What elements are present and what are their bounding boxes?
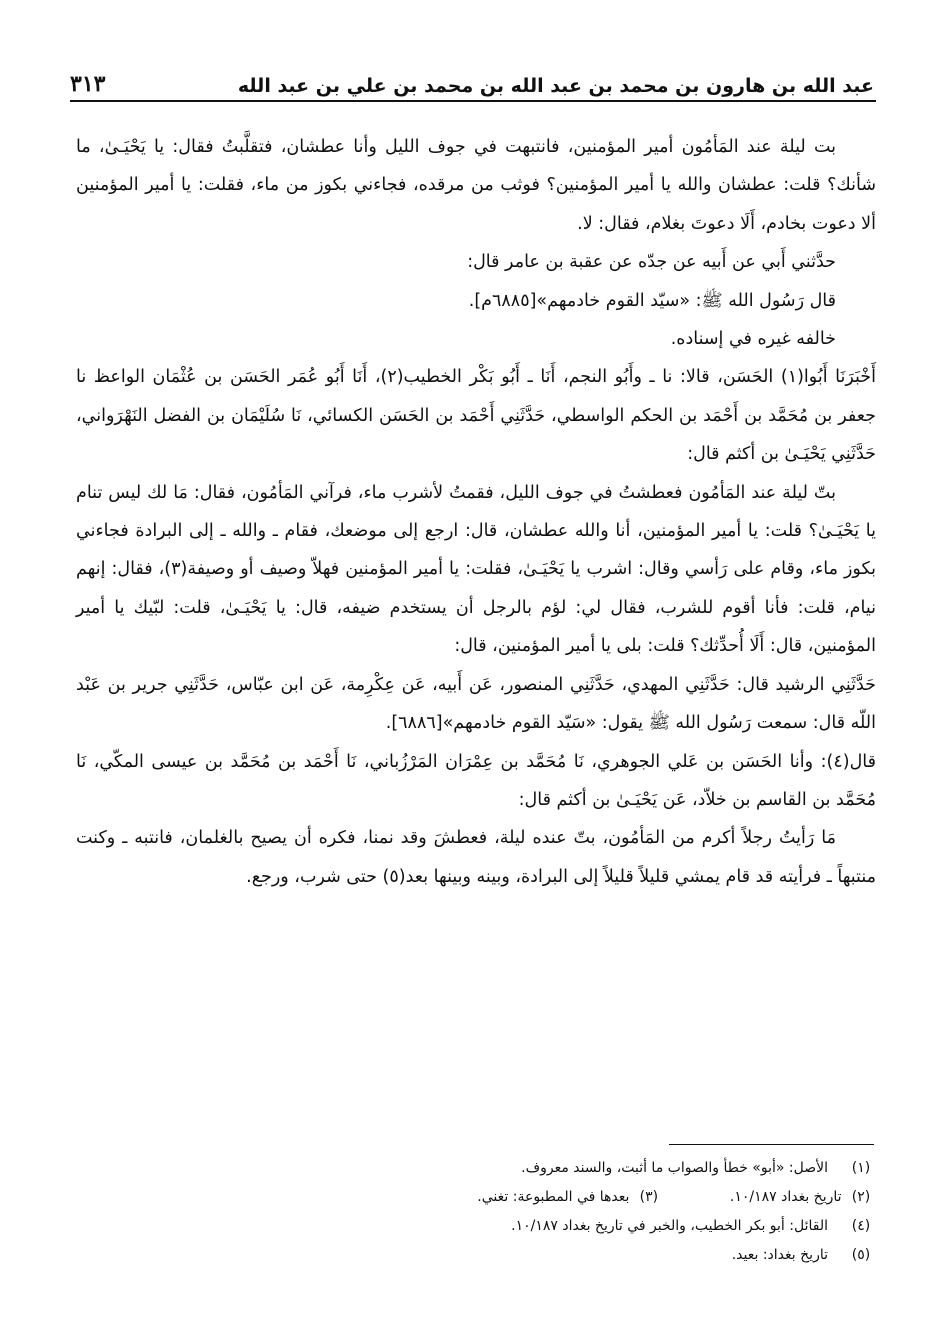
footnote-3 <box>477 1183 664 1212</box>
footnote-2 <box>730 1183 876 1212</box>
paragraph-3: قال رَسُول الله ﷺ: «سيّد القوم خادمهم»[٦٨٨٥م]. <box>468 290 836 311</box>
footnote-5 <box>76 1241 876 1270</box>
footnote-1 <box>76 1154 876 1183</box>
paragraph-4: خالفه غيره في إسناده. <box>670 329 836 350</box>
footnote-text: تاريخ بغداد: بعيد. <box>731 1247 828 1263</box>
footnote-number: (٥) <box>851 1247 871 1263</box>
footnotes <box>76 1154 876 1270</box>
running-title: عبد الله بن هارون بن محمد بن عبد الله بن محمد بن علي بن عبد الله <box>237 75 874 97</box>
paragraph-5: أَخْبَرَنَا أَبُوا(١) الحَسَن، قالا: نا ـ وأَبُو النجم، أَنَا ـ أَبُو بَكْر الخطيب(٢)، أَنَا أَبُو عُمَر الحَسَن بن عُثْمَان الواعظ نا جعفر بن مُحَمَّد بن أَحْمَد بن الحكم الواسطي، حَدَّثَنِي أَحْمَد بن الحَسَن الكسائي، نَا سُلَيْمَان بن الفضل النَهْرَواني، حَدَّثَنِي يَحْيَـىٰ بن أكثم قال: <box>76 367 876 465</box>
footnote-text: تاريخ بغداد ١٠/١٨٧. <box>729 1189 842 1205</box>
paragraph-7: حَدَّثَنِي الرشيد قال: حَدَّثَنِي المهدي، حَدَّثَنِي المنصور، عَن أَبيه، عَن عِكْرِمة، عَن ابن عبّاس، حَدَّثَنِي جرير بن عَبْد اللّه قال: سمعت رَسُول الله ﷺ يقول: «سَيّد القوم خادمهم»[٦٨٨٦]. <box>76 674 876 734</box>
main-text <box>76 128 876 896</box>
footnote-number: (٢) <box>851 1189 871 1205</box>
footnote-text: القائل: أبو بكر الخطيب، والخبر في تاريخ بغداد ١٠/١٨٧. <box>511 1218 828 1234</box>
footnote-2-3 <box>76 1183 876 1212</box>
paragraph-9: مَا رَأيتُ رجلاً أكرم من المَأمُون، بتّ عنده ليلة، فعطشَ وقد نمنا، فكره أن يصيح بالغلمان، فانتبه ـ وكنت منتبهاً ـ فرأيته قد قام يمشي قليلاً قليلاً إلى البرادة، وبينه وبينها بعد(٥) حتى شرب، ورجع. <box>76 828 876 887</box>
footnote-number: (٣) <box>639 1189 659 1205</box>
footnote-divider <box>669 1144 874 1145</box>
page-number: ٣١٣ <box>70 71 106 97</box>
footnote-text: بعدها في المطبوعة: تغني. <box>477 1189 630 1205</box>
page-header <box>70 55 874 97</box>
footnote-text: الأصل: «أبو» خطأ والصواب ما أثبت، والسند معروف. <box>521 1160 828 1176</box>
paragraph-1: بت ليلة عند المَأمُون أمير المؤمنين، فانتبهت في جوف الليل وأنا عطشان، فتقلَّبتُ فقال: يا يَحْيَـىٰ، ما شأنك؟ قلت: عطشان والله يا أمير المؤمنين؟ فوثب من مرقده، فجاءني بكوز من ماء، فقلت: يا أمير المؤمنين ألا دعوت بخادم، أَلَا دعوتَ بغلام، فقال: لا. <box>76 137 876 234</box>
footnote-number: (١) <box>851 1160 871 1176</box>
paragraph-2: حدَّثني أَبي عن أَبيه عن جدّه عن عقبة بن عامر قال: <box>467 252 836 273</box>
footnote-4 <box>76 1212 876 1241</box>
paragraph-8: قال(٤): وأنا الحَسَن بن عَلي الجوهري، نَا مُحَمَّد بن عِمْرَان المَرْزُباني، نَا أَحْمَد بن مُحَمَّد بن عيسى المكّي، نَا مُحَمَّد بن القاسم بن خلاّد، عَن يَحْيَـىٰ بن أكثم قال: <box>76 751 876 810</box>
paragraph-6: بتّ ليلة عند المَأمُون فعطشتُ في جوف الليل، فقمتُ لأشرب ماء، فرآني المَأمُون، فقال: مَا لك ليس تنام يا يَحْيَـىٰ؟ قلت: يا أمير المؤمنين، أنا والله عطشان، قال: ارجع إلى موضعك، فقام ـ والله ـ إلى البرادة فجاءني بكوز ماء، وقام على رَأسي وقال: اشرب يا يَحْيَـىٰ، فقلت: يا أمير المؤمنين فهلاّ وصيف أو وصيفة(٣)، فقال: إنهم نيام، قلت: فأنا أقوم للشرب، فقال لي: لؤم بالرجل أن يستخدم ضيفه، قال: يا يَحْيَـىٰ، قلت: لبّيك يا أمير المؤمنين، قال: أَلَا أُحدِّثك؟ قلت: بلى يا أمير المؤمنين، قال: <box>76 482 876 657</box>
header-divider <box>70 100 876 102</box>
footnote-number: (٤) <box>851 1218 871 1234</box>
